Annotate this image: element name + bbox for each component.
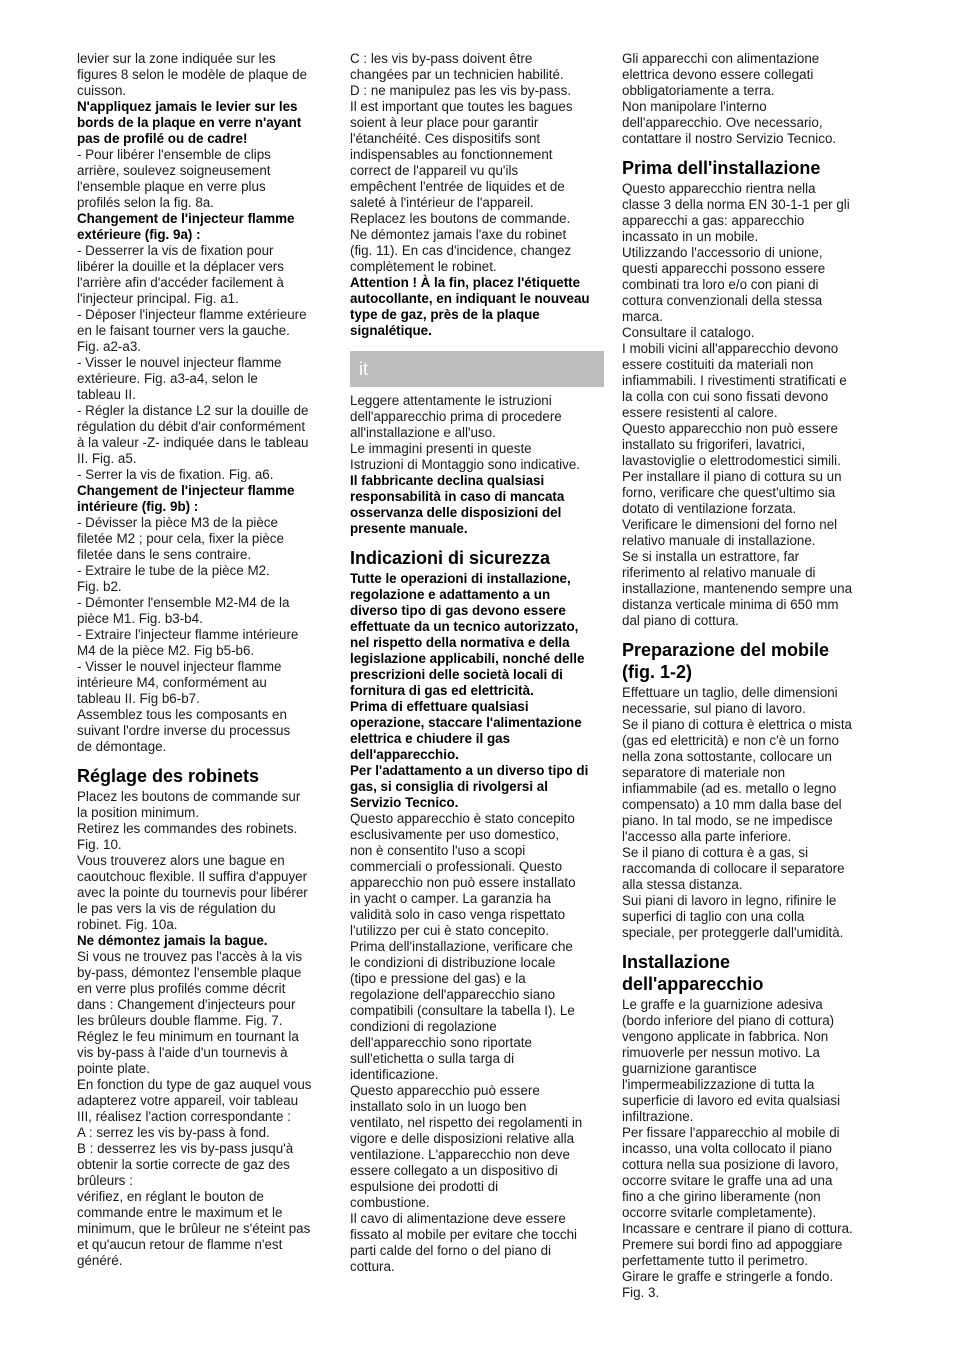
paragraph: - Dévisser la pièce M3 de la pièce filetée M2 ; pour cela, fixer la pièce filetée dans le sens contraire. - Extraire le tube de la pièce M2. Fig. b2. - Démonter l'ensemble M2-M4 de la pièce M1. Fig. b3-b4. - Extraire l'injecteur flamme intérieure M4 de la pièce M2. Fig b5-b6. - Visser le nouvel injecteur flamme intérieure M4, conformément au tableau II. Fig b6-b7. Assemblez tous les composants en suivant l'ordre inverse du processus de démontage. (77, 515, 299, 754)
language-code: it (359, 359, 368, 379)
paragraph: Gli apparecchi con alimentazione elettrica devono essere collegati obbligatoriamente a terra. Non manipolare l'interno dell'apparecchio. Ove necessario, contattare il nostro Servizio Tecnico. (622, 51, 837, 146)
subheading: Changement de l'injecteur flamme intérieure (fig. 9b) : (77, 483, 295, 514)
subheading: Changement de l'injecteur flamme extérieure (fig. 9a) : (77, 211, 295, 242)
column-right-italian (622, 51, 884, 1301)
section-heading: Indicazioni di sicurezza (350, 548, 551, 568)
warning-text: Il fabbricante declina qualsiasi responsabilità in caso di mancata osservanza delle disposizioni del presente manuale. (350, 473, 565, 536)
section-heading: Prima dell'installazione (622, 158, 821, 178)
warning-text: Ne démontez jamais la bague. (77, 933, 268, 948)
paragraph: C : les vis by-pass doivent être changées par un technicien habilité. D : ne manipulez pas les vis by-pass. Il est important que toutes les bagues soient à leur place pour garantir l'étanchéité. Ces dispositifs sont indispensables au fonctionnement correct de l'appareil vu qu'ils empêchent l'entrée de liquides et de saleté à l'intérieur de l'appareil. Replacez les boutons de commande. Ne démontez jamais l'axe du robinet (fig. 11). En cas d'incidence, changez complètement le robinet. (350, 51, 573, 274)
warning-text: N'appliquez jamais le levier sur les bords de la plaque en verre n'ayant pas de profilé ou de cadre! (77, 99, 302, 146)
section-heading: Réglage des robinets (77, 766, 260, 786)
language-bar (350, 351, 604, 387)
paragraph: - Pour libérer l'ensemble de clips arrière, soulevez soigneusement l'ensemble plaque en verre plus profilés selon la fig. 8a. (77, 147, 271, 210)
paragraph: Leggere attentamente le istruzioni dell'apparecchio prima di procedere all'installazione e all'uso. Le immagini presenti in queste Istruzioni di Montaggio sono indicative. (350, 393, 581, 472)
paragraph: Effettuare un taglio, delle dimensioni necessarie, sul piano di lavoro. Se il piano di cottura è elettrica o mista (gas ed elettricità) e non c'è un forno nella zona sottostante, collocare un separatore di materiale non infiammabile (ad es. metallo o legno compensato) a 10 mm dalla base del piano. In tal modo, se ne impedisce l'accesso alla parte inferiore. Se il piano di cottura è a gas, si raccomanda di collocare il separatore alla stessa distanza. Sui piani di lavoro in legno, rifinire le superfici di taglio con una colla speciale, per proteggerle dall'umidità. (622, 685, 852, 940)
column-left-french (77, 51, 335, 1269)
paragraph: Questo apparecchio rientra nella classe 3 della norma EN 30-1-1 per gli apparecchi a gas: apparecchio incassato in un mobile. Utilizzando l'accessorio di unione, questi apparecchi possono essere combinati tra loro e/o con piani di cottura convenzionali della stessa marca. Consultare il catalogo. I mobili vicini all'apparecchio devono essere costituiti da materiali non infiammabili. I rivestimenti stratificati e la colla con cui sono fissati devono essere resistenti al calore. Questo apparecchio non può essere installato su frigoriferi, lavatrici, lavastoviglie o elettrodomestici simili. Per installare il piano di cottura su un forno, verificare che quest'ultimo sia dotato di ventilazione forzata. Verificare le dimensioni del forno nel relativo manuale di installazione. Se si installa un estrattore, far riferimento al relativo manuale di installazione, mantenendo sempre una distanza verticale minima di 650 mm dal piano di cottura. (622, 181, 853, 628)
paragraph: Si vous ne trouvez pas l'accès à la vis by-pass, démontez l'ensemble plaque en verre plus profilés comme décrit dans : Changement d'injecteurs pour les brûleurs double flamme. Fig. 7. Réglez le feu minimum en tournant la vis by-pass à l'aide d'un tournevis à pointe plate. En fonction du type de gaz auquel vous adapterez votre appareil, voir tableau III, réalisez l'action correspondante : A : serrez les vis by-pass à fond. B : desserrez les vis by-pass jusqu'à obtenir la sortie correcte de gaz des brûleurs : vérifiez, en réglant le bouton de commande entre le maximum et le minimum, que le brûleur ne s'éteint pas et qu'aucun retour de flamme n'est généré. (77, 949, 312, 1268)
section-heading: Installazione dell'apparecchio (622, 952, 764, 994)
paragraph: Questo apparecchio è stato concepito esclusivamente per uso domestico, non è consentito l'uso a scopi commerciali o professionali. Questo apparecchio non può essere installato in yacht o camper. La garanzia ha validità solo in caso venga rispettato l'utilizzo per cui è stato concepito. Prima dell'installazione, verificare che le condizioni di distribuzione locale (tipo e pressione del gas) e la regolazione dell'apparecchio siano compatibili (consultare la tabella I). Le condizioni di regolazione dell'apparecchio sono riportate sull'etichetta o sulla targa di identificazione. Questo apparecchio può essere installato solo in un luogo ben ventilato, nel rispetto dei regolamenti in vigore e delle disposizioni relative alla ventilazione. L'apparecchio non deve essere collegato a un dispositivo di espulsione dei prodotti di combustione. Il cavo di alimentazione deve essere fissato al mobile per evitare che tocchi parti calde del forno o del piano di cottura. (350, 811, 583, 1274)
warning-text: Tutte le operazioni di installazione, regolazione e adattamento a un diverso tipo di gas devono essere effettuate da un tecnico autorizzato, nel rispetto della normativa e della legislazione applicabili, nonché delle prescrizioni delle società locali di fornitura di gas ed elettricità. Prima di effettuare qualsiasi operazione, staccare l'alimentazione elettrica e chiudere il gas dell'apparecchio. Per l'adattamento a un diverso tipo di gas, si consiglia di rivolgersi al Servizio Tecnico. (350, 571, 589, 810)
paragraph: levier sur la zone indiquée sur les figures 8 selon le modèle de plaque de cuisson. (77, 51, 308, 98)
paragraph: - Desserrer la vis de fixation pour libérer la douille et la déplacer vers l'arrière afin d'accéder facilement à l'injecteur principal. Fig. a1. - Déposer l'injecteur flamme extérieure en le faisant tourner vers la gauche. Fig. a2-a3. - Visser le nouvel injecteur flamme extérieure. Fig. a3-a4, selon le tableau II. - Régler la distance L2 sur la douille de régulation du débit d'air conformément à la valeur -Z- indiquée dans le tableau II. Fig. a5. - Serrer la vis de fixation. Fig. a6. (77, 243, 309, 482)
section-heading: Preparazione del mobile (fig. 1-2) (622, 640, 830, 682)
column-middle (350, 51, 608, 1275)
paragraph: Placez les boutons de commande sur la position minimum. Retirez les commandes des robinets. Fig. 10. Vous trouverez alors une bague en caoutchouc flexible. Il suffira d'appuyer avec la pointe du tournevis pour libérer le pas vers la vis de régulation du robinet. Fig. 10a. (77, 789, 308, 932)
warning-text: Attention ! À la fin, placez l'étiquette autocollante, en indiquant le nouveau type de gaz, près de la plaque signalétique. (350, 275, 590, 338)
paragraph: Le graffe e la guarnizione adesiva (bordo inferiore del piano di cottura) vengono applicate in fabbrica. Non rimuoverle per nessun motivo. La guarnizione garantisce l'impermeabilizzazione di tutta la superficie di lavoro ed evita qualsiasi infiltrazione. Per fissare l'apparecchio al mobile di incasso, una volta collocato il piano cottura nella sua posizione di lavoro, occorre svitare le graffe una ad una fino a che girino liberamente (non occorre svitarle completamente). Incassare e centrare il piano di cottura. Premere sui bordi fino ad appoggiare perfettamente tutto il perimetro. Girare le graffe e stringerle a fondo. Fig. 3. (622, 997, 853, 1300)
